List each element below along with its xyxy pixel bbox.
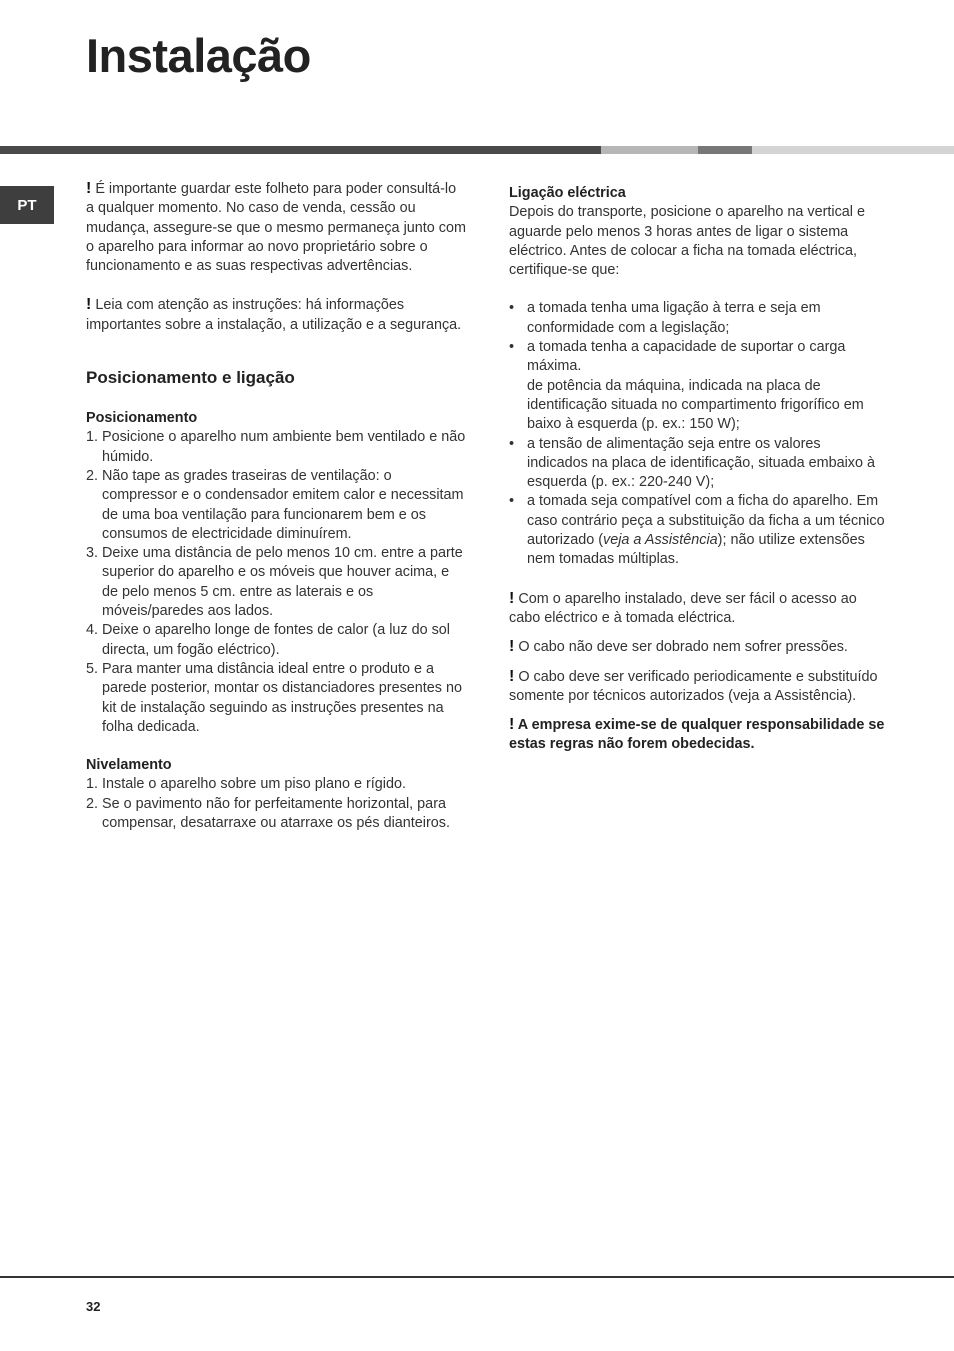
- left-column: [86, 179, 466, 833]
- section-title: Posicionamento e ligação: [86, 368, 295, 388]
- list-text: Não tape as grades traseiras de ventilação: o compressor e o condensador emitem calor e necessitam de uma boa ventilação para funcionarem bem e os consumos de electricidade diminuírem.: [102, 467, 464, 542]
- list-text: a tensão de alimentação seja entre os valores indicados na placa de identificação, situada embaixo à esquerda (p. ex.: 220-240 V);: [527, 435, 876, 491]
- list-item: [86, 660, 466, 737]
- list-item: [509, 492, 885, 569]
- list-number: 3.: [86, 545, 99, 562]
- bullet-icon: •: [509, 339, 515, 356]
- warning-note: [509, 637, 885, 657]
- list-text: Deixe uma distância de pelo menos 10 cm. entre a parte superior do aparelho e os móveis que houver acima, e de pelo menos 5 cm. entre as laterais e os móveis/paredes aos lados.: [102, 545, 463, 620]
- warning-text: Leia com atenção as instruções: há informações importantes sobre a instalação, a utilização e a segurança.: [86, 297, 462, 333]
- right-column: [509, 179, 885, 755]
- list-text: ); não utilize extensões nem tomadas múltiplas.: [527, 532, 865, 568]
- bullet-icon: •: [509, 435, 515, 452]
- list-item: [86, 467, 466, 544]
- list-number: 2.: [86, 795, 99, 812]
- page-title: Instalação: [86, 29, 311, 82]
- warning-icon: !: [509, 638, 515, 656]
- warning-icon: !: [509, 667, 515, 685]
- language-tab: PT: [0, 186, 54, 224]
- warning-text: Com o aparelho instalado, deve ser fácil o acesso ao cabo eléctrico e à tomada eléctrica.: [509, 590, 857, 626]
- list-number: 4.: [86, 622, 99, 639]
- positioning-list: [86, 428, 466, 737]
- list-text: Deixe o aparelho longe de fontes de calor (a luz do sol directa, um fogão eléctrico).: [102, 622, 450, 658]
- disclaimer-note: [509, 715, 885, 755]
- list-item: [86, 621, 466, 660]
- warning-icon: !: [86, 180, 92, 197]
- subheading-leveling: Nivelamento: [86, 757, 172, 774]
- bullet-icon: •: [509, 300, 515, 317]
- service-reference: veja a Assistência: [603, 532, 718, 549]
- page-number: 32: [86, 1299, 101, 1314]
- list-item: [86, 775, 466, 794]
- list-item: [509, 299, 885, 338]
- list-text: a tomada tenha a capacidade de suportar o carga máxima.: [527, 339, 846, 375]
- warning-note: [86, 179, 466, 276]
- list-text: de potência da máquina, indicada na placa de identificação situada no compartimento frigorífico em baixo à esquerda (p. ex.: 150 W);: [527, 377, 864, 433]
- subheading-positioning: Posicionamento: [86, 410, 198, 427]
- list-text: a tomada seja compatível com a ficha do aparelho. Em caso contrário peça a substituição da ficha a um técnico autorizado (: [527, 493, 885, 549]
- list-text: Instale o aparelho sobre um piso plano e rígido.: [102, 776, 406, 793]
- electrical-intro: Depois do transporte, posicione o aparelho na vertical e aguarde pelo menos 3 horas antes de ligar o sistema eléctrico. Antes de colocar a ficha na tomada eléctrica, certifique-se que:: [509, 204, 865, 279]
- warning-note: [509, 589, 885, 629]
- list-text: a tomada tenha uma ligação à terra e seja em conformidade com a legislação;: [527, 300, 821, 336]
- header-bar-pale: [752, 146, 954, 154]
- warning-note: [509, 667, 885, 707]
- list-item: [509, 338, 885, 434]
- warning-icon: !: [86, 296, 92, 314]
- header-bar-mid: [698, 146, 752, 154]
- electrical-checklist: [509, 299, 885, 569]
- warning-text: O cabo deve ser verificado periodicamente e substituído somente por técnicos autorizados (veja a Assistência).: [509, 668, 878, 704]
- warning-note: [86, 295, 466, 335]
- warning-text: É importante guardar este folheto para poder consultá-lo a qualquer momento. No caso de venda, cessão ou mudança, assegure-se que o mesmo permaneça junto com o aparelho para informar ao novo proprietário sobre o funcionamento e as suas respectivas advertências.: [86, 181, 466, 275]
- leveling-list: [86, 775, 466, 833]
- warning-icon: !: [509, 716, 515, 734]
- footer-divider: [0, 1276, 954, 1278]
- list-item: [86, 544, 466, 621]
- header-bar-dark: [0, 146, 601, 154]
- list-number: 1.: [86, 429, 99, 446]
- disclaimer-text: A empresa exime-se de qualquer responsabilidade se estas regras não forem obedecidas.: [509, 717, 885, 753]
- list-text: Se o pavimento não for perfeitamente horizontal, para compensar, desatarraxe ou atarraxe os pés dianteiros.: [102, 795, 450, 832]
- list-text: Posicione o aparelho num ambiente bem ventilado e não húmido.: [102, 429, 466, 465]
- list-item: [509, 435, 885, 493]
- list-number: 5.: [86, 660, 99, 677]
- list-number: 2.: [86, 467, 99, 484]
- warning-icon: !: [509, 589, 515, 607]
- bullet-icon: •: [509, 493, 515, 510]
- list-item: [86, 795, 466, 834]
- warning-text: O cabo não deve ser dobrado nem sofrer pressões.: [518, 639, 848, 656]
- list-number: 1.: [86, 776, 99, 793]
- header-bar-light: [601, 146, 698, 154]
- list-item: [86, 428, 466, 467]
- subheading-electrical: Ligação eléctrica: [509, 185, 626, 201]
- list-text: Para manter uma distância ideal entre o produto e a parede posterior, montar os distanciadores presentes no kit de instalação seguindo as instruções presentes na folha dedicada.: [102, 660, 462, 735]
